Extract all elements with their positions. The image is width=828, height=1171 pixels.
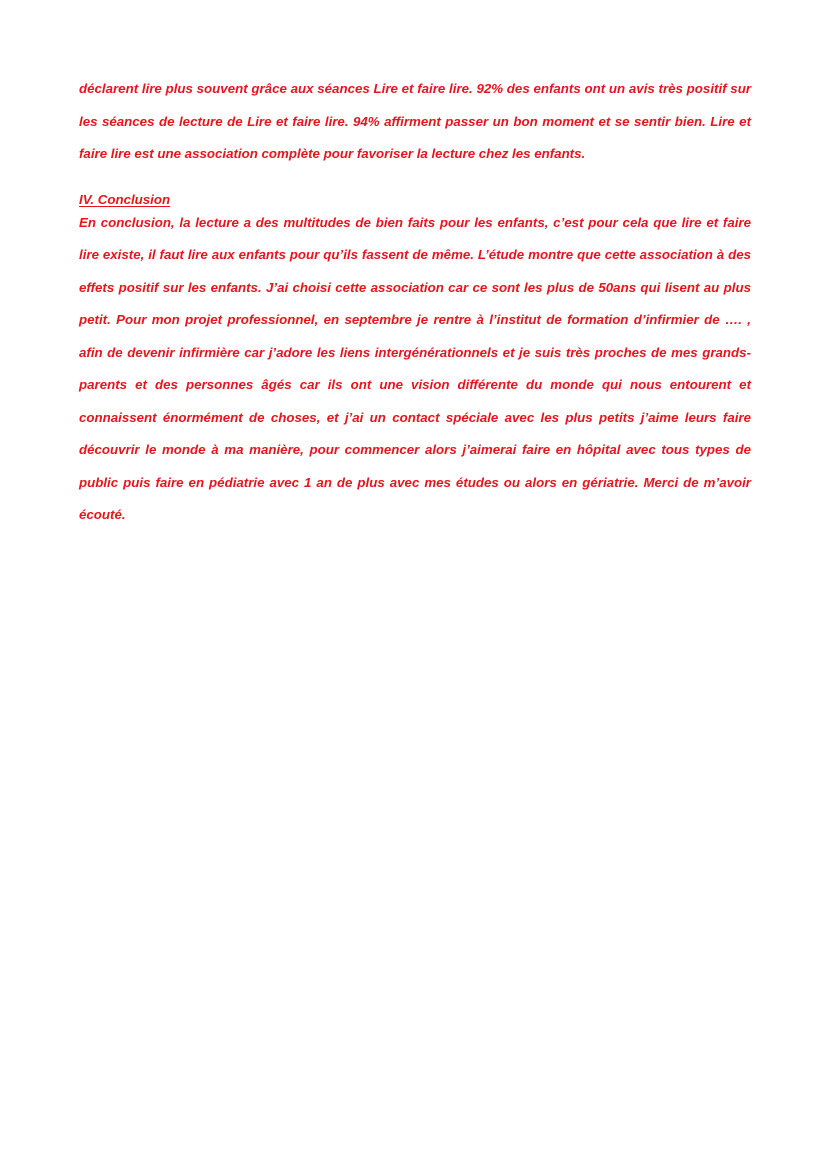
intro-paragraph: déclarent lire plus souvent grâce aux séances Lire et faire lire. 92% des enfants ont un avis très positif sur les séances de lecture de Lire et faire lire. 94% affirment passer un bon moment et se sentir bien. Lire et faire lire est une association complète pour favoriser la lecture chez les enfants. bbox=[79, 81, 751, 161]
section-heading: IV. Conclusion bbox=[79, 191, 171, 207]
conclusion-paragraph: En conclusion, la lecture a des multitudes de bien faits pour les enfants, c’est pour cela que lire et faire lire existe, il faut lire aux enfants pour qu’ils fassent de même. L’étude montre que cette association à des effets positif sur les enfants. J’ai choisi cette association car ce sont les plus de 50ans qui lisent au plus petit. Pour mon projet professionnel, en septembre je rentre à l’institut de formation d’infirmier de …. , afin de devenir infirmière car j’adore les liens intergénérationnels et je suis très proches de mes grands-parents et des personnes âgés car ils ont une vision différente du monde qui nous entourent et connaissent énormément de choses, et j’ai un contact spéciale avec les plus petits j’aime leurs faire découvrir le monde à ma manière, pour commencer alors j’aimerai faire en hôpital avec tous types de public puis faire en pédiatrie avec 1 an de plus avec mes études ou alors en gériatrie. Merci de m’avoir écouté. bbox=[79, 214, 751, 522]
document-body bbox=[79, 73, 751, 536]
